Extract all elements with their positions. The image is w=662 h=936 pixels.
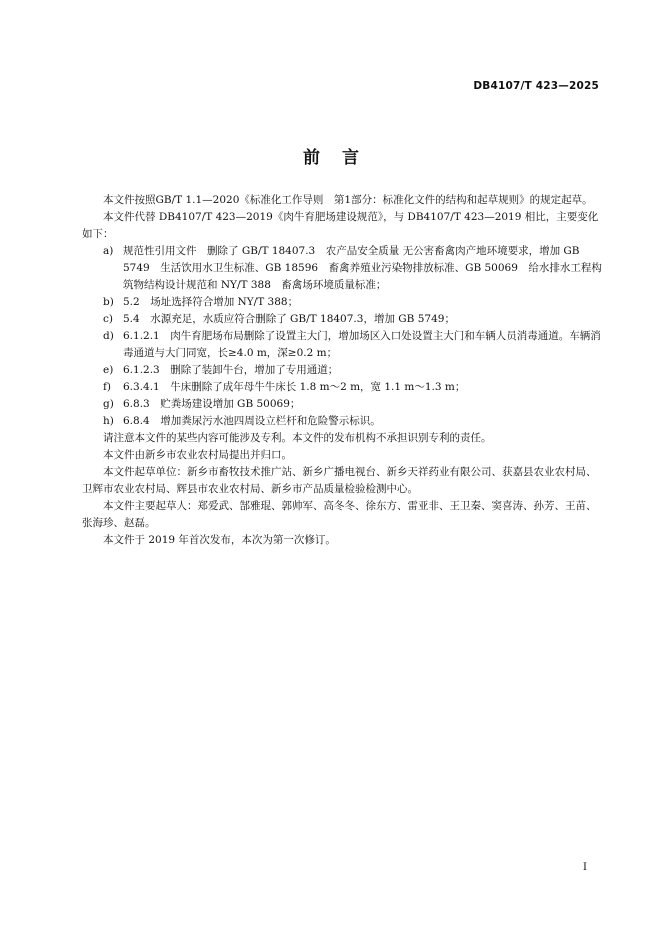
list-item [82, 362, 602, 379]
list-item-label: f) [103, 381, 111, 393]
paragraph-drafting-units: 本文件起草单位：新乡市畜牧技术推广站、新乡广播电视台、新乡天祥药业有限公司、获嘉县农业农村局、卫辉市农业农村局、辉县市农业农村局、新乡市产品质量检验检测中心。 [82, 466, 597, 495]
list-item-text: 规范性引用文件 删除了 GB/T 18407.3 农产品安全质量 无公害畜禽肉产地环境要求，增加 GB 5749 生活饮用水卫生标准、GB 18596 畜禽养殖业污染物排放标准、GB 50069 给水排水工程构筑物结构设计规范和 NY/T 388 畜禽场环境质量标准； [123, 245, 602, 291]
list-item [82, 328, 602, 362]
foreword-body [82, 192, 602, 549]
list-item [82, 311, 602, 328]
list-item-text: 6.8.3 贮粪场建设增加 GB 50069； [123, 398, 301, 410]
page-number: I [583, 862, 587, 873]
list-item-label: g) [103, 398, 114, 410]
list-item-text: 6.1.2.3 删除了装卸牛台，增加了专用通道； [123, 364, 339, 376]
list-item-text: 6.8.4 增加粪尿污水池四周设立栏杆和危险警示标识。 [123, 415, 381, 427]
changes-list [82, 243, 602, 430]
list-item [82, 243, 602, 294]
list-item-label: a) [103, 245, 114, 257]
paragraph-proposer: 本文件由新乡市农业农村局提出并归口。 [103, 449, 292, 461]
paragraph-publication-history: 本文件于 2019 年首次发布，本次为第一次修订。 [103, 534, 336, 546]
list-item-text: 6.1.2.1 肉牛育肥场布局删除了设置主大门，增加场区入口处设置主大门和车辆人员消毒通道。车辆消毒通道与大门同宽，长≥4.0 m，深≥0.2 m； [123, 330, 601, 359]
list-item-text: 6.3.4.1 牛床删除了成年母牛牛床长 1.8 m～2 m，宽 1.1 m～1.3 m； [123, 381, 466, 393]
list-item-label: d) [103, 330, 114, 342]
list-item [82, 294, 602, 311]
list-item [82, 396, 602, 413]
paragraph-patent-notice: 请注意本文件的某些内容可能涉及专利。本文件的发布机构不承担识别专利的责任。 [103, 432, 492, 444]
paragraph-replacement: 本文件代替 DB4107/T 423—2019《肉牛育肥场建设规范》，与 DB4107/T 423—2019 相比，主要变化如下： [82, 211, 599, 240]
document-code: DB4107/T 423—2025 [473, 80, 599, 92]
paragraph-drafters: 本文件主要起草人：郑爱武、郜雅琨、郭帅军、高冬冬、徐东方、雷亚非、王卫秦、窦喜涛、孙芳、王苗、张海珍、赵磊。 [82, 500, 597, 529]
list-item [82, 379, 602, 396]
list-item-text: 5.4 水源充足，水质应符合删除了 GB/T 18407.3，增加 GB 5749； [123, 313, 455, 325]
list-item-label: c) [103, 313, 113, 325]
page-title: 前言 [303, 148, 381, 168]
list-item-text: 5.2 场址选择符合增加 NY/T 388； [123, 296, 299, 308]
paragraph-drafting-rules: 本文件按照GB/T 1.1—2020《标准化工作导则 第1部分：标准化文件的结构和起草规则》的规定起草。 [103, 194, 593, 206]
list-item [82, 413, 602, 430]
list-item-label: e) [103, 364, 114, 376]
list-item-label: h) [103, 415, 114, 427]
list-item-label: b) [103, 296, 114, 308]
